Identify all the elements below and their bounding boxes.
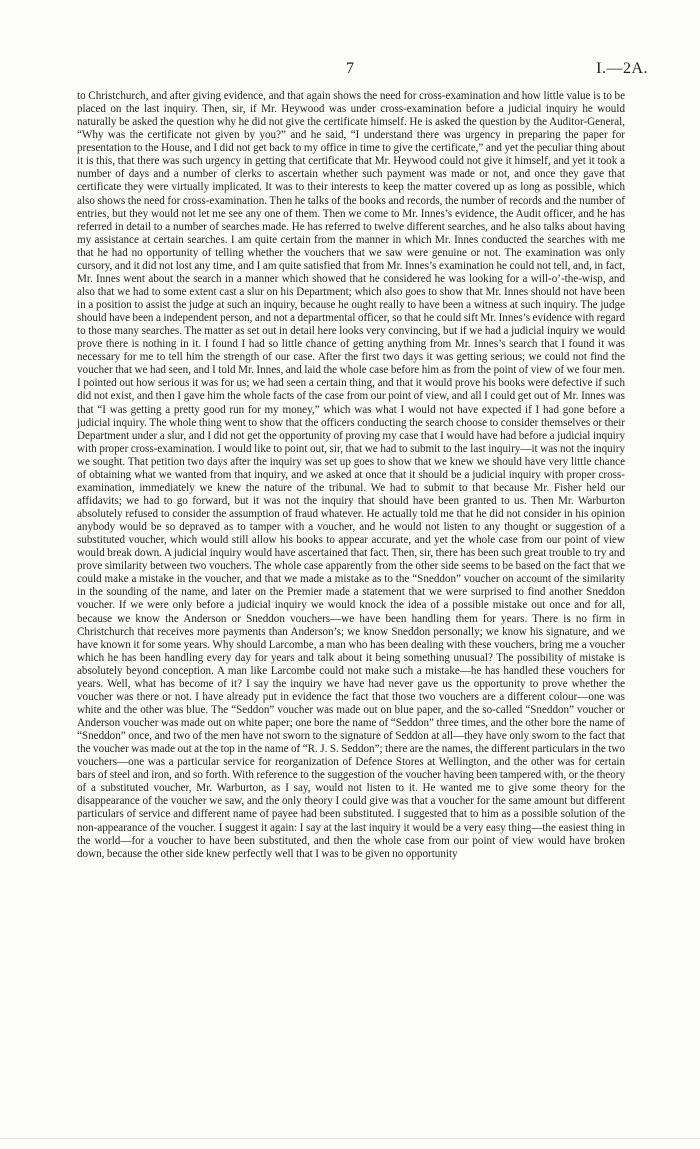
page-header bbox=[0, 60, 700, 82]
bottom-edge-divider bbox=[0, 1138, 700, 1139]
page-number: 7 bbox=[346, 60, 354, 77]
body-paragraph: to Christchurch, and after giving evidence, and that again shows the need for cross-examination and how little value is to be placed on the last inquiry. Then, sir, if Mr. Heywood was under cross-examination before a judicial inquiry he would naturally be asked the question why he did not give the certificate himself. He is asked the question by the Auditor-General, “Why was the certificate not given by you?” and he said, “I understand there was urgency in preparing the paper for presentation to the House, and I did not get back to my office in time to give the certificate,” and yet the peculiar thing about it is this, that there was such urgency in getting that certificate that Mr. Heywood could not give it himself, and yet it took a number of days and a number of clerks to ascertain whether such payment was made or not, and once they gave that certificate they were virtually implicated. It was to their interests to keep the matter covered up as long as possible, which also shows the need for cross-examination. Then he talks of the books and records, the number of records and the number of entries, but they would not let me see any one of them. Then we come to Mr. Innes’s evidence, the Audit officer, and he has referred in detail to a number of searches made. He has referred to twelve different searches, and he also talks about having my assistance at certain searches. I am quite certain from the manner in which Mr. Innes conducted the searches with me that he had no opportunity of telling whether the vouchers that we saw were genuine or not. The examination was only cursory, and it did not lost any time, and I am quite satisfied that from Mr. Innes’s examination he could not tell, and, in fact, Mr. Innes went about the search in a manner which showed that he considered he was looking for a will-o’-the-wisp, and also that we had to some extent cast a slur on his Department; which also goes to show that Mr. Innes should not have been in a position to assist the judge at such an inquiry, because he ought really to have been a witness at such inquiry. The judge should have been a independent person, and not a departmental officer, so that he could sift Mr. Innes’s evidence with regard to those many searches. The matter as set out in detail here looks very convincing, but if we had a judicial inquiry we would prove there is nothing in it. I found I had so little chance of getting anything from Mr. Innes’s search that I found it was necessary for me to tell him the strength of our case. After the first two days it was getting serious; we could not find the voucher that we had seen, and I told Mr. Innes, and laid the whole case before him as from the point of view of we four men. I pointed out how serious it was for us; we had seen a certain thing, and that it would prove his books were defective if such did not exist, and then I gave him the whole facts of the case from our point of view, and all I could get out of Mr. Innes was that “I was getting a pretty good run for my money,” which was what I would not have expected if I had gone before a judicial inquiry. The whole thing went to show that the officers conducting the search choose to consider themselves or their Department under a slur, and I did not get the opportunity of proving my case that I would have had before a judicial inquiry with proper cross-examination. I would like to point out, sir, that we had to submit to the last inquiry—it was not the inquiry we sought. That petition two days after the inquiry was set up goes to show that we knew we should have very little chance of obtaining what we wanted from that inquiry, and we asked at once that it should be a judicial inquiry with proper cross-examination, immediately we knew the nature of the tribunal. We had to submit to that because Mr. Fisher held our affidavits; we had to go forward, but it was not the inquiry that should have been granted to us. Then Mr. Warburton absolutely refused to consider the assumption of fraud whatever. He actually told me that he did not consider in his opinion anybody would be so depraved as to tamper with a voucher, and he would not listen to any thought or suggestion of a substituted voucher, which would still allow his books to appear accurate, and yet the whole case from our point of view would break down. A judicial inquiry would have ascertained that fact. Then, sir, there has been such great trouble to try and prove similarity between two vouchers. The whole case apparently from the other side seems to be based on the fact that we could make a mistake in the voucher, and that we made a mistake as to the “Sneddon” voucher on account of the similarity in the sounding of the name, and later on the Premier made a statement that we were surprised to find another Sneddon voucher. If we were only before a judicial inquiry we would knock the idea of a possible mistake out once and for all, because we know the Anderson or Sneddon vouchers—we have been handling them for years. There is no firm in Christchurch that receives more payments than Anderson’s; we know Sneddon personally; we know his signature, and we have known it for some years. Why should Larcombe, a man who has been dealing with these vouchers, bring me a voucher which he has been handling every day for years and talk about it being something unusual? The possibility of mistake is absolutely beyond conception. A man like Larcombe could not make such a mistake—he has handled these vouchers for years. Well, what has become of it? I say the inquiry we have had never gave us the opportunity to prove whether the voucher was there or not. I have already put in evidence the fact that those two vouchers are a different colour—one was white and the other was blue. The “Seddon” voucher was made out on blue paper, and the so-called “Sneddon” voucher or Anderson voucher was made out on white paper; one bore the name of “Seddon” three times, and the other bore the name of “Sneddon” once, and two of the men have not sworn to the signature of Seddon at all—they have only sworn to the fact that the voucher was made out at the top in the name of “R. J. S. Seddon”; there are the names, the different particulars in the two vouchers—one was a particular service for reorganization of Defence Stores at Wellington, and the other was for certain bars of steel and iron, and so forth. With reference to the suggestion of the voucher having been tampered with, or the theory of a substituted voucher, Mr. Warburton, as I say, would not listen to it. He wanted me to give some theory for the disappearance of the voucher we saw, and the only theory I could give was that a voucher for the same amount but different particulars of service and different name of payee had been substituted. I suggested that to him as a possible solution of the non-appearance of the voucher. I suggest it again: I say at the last inquiry it would be a very easy thing—the easiest thing in the world—for a voucher to have been substituted, and then the whole case from our point of view would have broken down, because the other side knew perfectly well that I was to be given no opportunity bbox=[77, 90, 625, 860]
body-text bbox=[77, 90, 625, 861]
document-id: I.—2A. bbox=[596, 60, 648, 77]
